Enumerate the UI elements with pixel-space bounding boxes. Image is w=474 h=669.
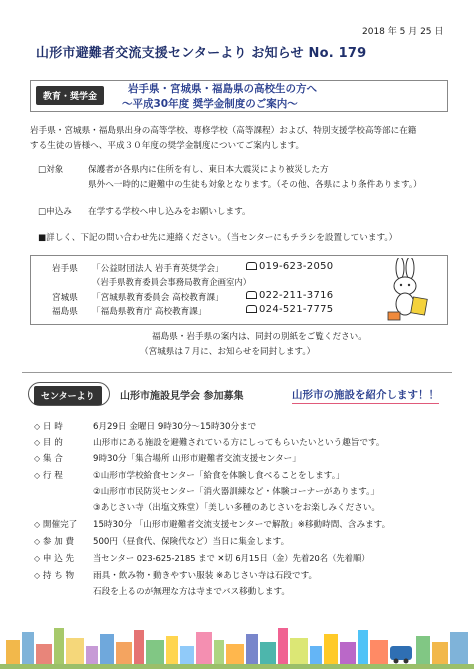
tour-row-itinerary: [34, 469, 63, 481]
newsletter-title: 山形市避難者交流支援センターより お知らせ No. 179: [36, 46, 367, 61]
diamond-bullet-icon: ◇: [34, 438, 41, 447]
diamond-bullet-icon: ◇: [34, 537, 41, 546]
scholarship-heading-line2: ～平成30年度 奨学金制度のご案内～: [122, 98, 298, 110]
scholarship-intro-line1: 岩手県・宮城県・福島県出身の高等学校、専修学校（高等課程）および、特別支援学校高等部に在籍: [30, 126, 417, 136]
tour-row-text: 15時30分 「山形市避難者交流支援センターで解散」※移動時間、含みます。: [93, 520, 391, 530]
tour-row-date: [34, 420, 63, 432]
tour-row-text: 9時30分「集合場所 山形市避難者交流支援センター」: [93, 454, 301, 464]
contact-tel-fukushima: [246, 304, 333, 315]
scholarship-intro-line2: する生徒の皆様へ、平成３０年度の奨学金制度についてご案内します。: [30, 141, 305, 151]
target-line2: 県外へ一時的に避難中の生徒も対象となります。（その他、各県により条件あります。）: [88, 180, 422, 190]
tour-row-text: 雨具・飲み物・動きやすい服装 ※あじさい寺は石段です。: [93, 571, 318, 581]
diamond-bullet-icon: ◇: [34, 554, 41, 563]
scholarship-heading-line1: 岩手県・宮城県・福島県の高校生の方へ: [128, 83, 317, 95]
tour-row-label: 集 合: [42, 454, 63, 464]
tour-row-fee: [34, 535, 74, 547]
footnote-line1: 福島県・岩手県の案内は、同封の別紙をご覧ください。: [152, 332, 367, 342]
contact-pref-miyagi: 宮城県: [52, 293, 78, 303]
tour-row-label: 申 込 先: [42, 554, 75, 564]
contact-org-iwate: 「公益財団法人 岩手育英奨学会」: [92, 264, 224, 274]
cityscape-illustration: [0, 610, 474, 669]
phone-icon: [246, 305, 257, 313]
tour-row-text: 当センター 023-625-2185 まで ✕切 6月15日（金）先着20名（先着順）: [93, 553, 370, 563]
tour-row-label: 日 時: [42, 422, 63, 432]
tour-row-label: 持 ち 物: [42, 571, 75, 581]
target-line1: 保護者が各県内に住所を有し、東日本大震災により被災した方: [88, 165, 329, 175]
tour-row-label: 行 程: [42, 471, 63, 481]
contact-tel-iwate: [246, 261, 333, 272]
tour-row-text: ①山形市学校給食センター「給食を体験し食べることをします。」: [93, 471, 345, 481]
contact-org-fukushima: 「福島県教育庁 高校教育課」: [92, 307, 207, 317]
tour-row-text: ③あじさい寺（出塩文殊堂）「美しい多種のあじさいをお楽しみください。: [93, 503, 380, 513]
tour-row-label: 参 加 費: [42, 537, 75, 547]
apply-label: □申込み: [38, 207, 72, 217]
diamond-bullet-icon: ◇: [34, 422, 41, 431]
contact-tel-iwate-number: 019-623-2050: [259, 261, 334, 272]
tour-row-purpose: [34, 436, 63, 448]
target-label: □対象: [38, 165, 64, 175]
diamond-bullet-icon: ◇: [34, 454, 41, 463]
section-divider: [22, 372, 452, 373]
phone-icon: [246, 291, 257, 299]
contact-note-iwate: （岩手県教育委員会事務局教育企画室内）: [92, 277, 252, 287]
tour-row-meeting: [34, 452, 63, 464]
issue-date: 2018 年 5 月 25 日: [362, 27, 444, 37]
tour-row-belongings: [34, 569, 74, 581]
diamond-bullet-icon: ◇: [34, 520, 41, 529]
tour-row-end: [34, 518, 77, 530]
tour-row-apply: [34, 552, 74, 564]
tour-row-text: ②山形市市民防災センター「消火器訓練など・体験コーナーがあります。」: [93, 487, 379, 497]
contact-org-miyagi: 「宮城県教育委員会 高校教育課」: [92, 293, 224, 303]
tour-row-label: 開催完了: [42, 520, 78, 530]
rabbit-mascot-illustration: [376, 258, 436, 322]
diamond-bullet-icon: ◇: [34, 471, 41, 480]
contact-tel-miyagi: [246, 290, 333, 301]
footnote-line2: （宮城県は７月に、お知らせを同封します。）: [140, 347, 316, 357]
contact-tel-miyagi-number: 022-211-3716: [259, 290, 334, 301]
tour-row-text: 石段を上るのが無理な方は寺までバス移動します。: [93, 587, 290, 597]
contact-tel-fukushima-number: 024-521-7775: [259, 304, 334, 315]
tour-tag: センターより: [34, 386, 102, 405]
contact-pref-iwate: 岩手県: [52, 264, 78, 274]
tour-row-label: 目 的: [42, 438, 63, 448]
tour-row-text: 6月29日 金曜日 9時30分～15時30分まで: [93, 422, 257, 432]
diamond-bullet-icon: ◇: [34, 571, 41, 580]
tour-title: 山形市施設見学会 参加募集: [120, 391, 244, 402]
scholarship-tag: 教育・奨学金: [36, 86, 104, 105]
apply-text: 在学する学校へ申し込みをお願いします。: [88, 207, 251, 217]
tour-row-text: 500円（昼食代、保険代など）当日に集金します。: [93, 537, 290, 547]
contact-pref-fukushima: 福島県: [52, 307, 78, 317]
tour-row-text: 山形市にある施設を避難されている方にしってもらいたいという趣旨です。: [93, 438, 385, 448]
phone-icon: [246, 262, 257, 270]
tour-intro-title: 山形市の施設を紹介します！！: [292, 387, 439, 404]
details-text: ■詳しく、下記の問い合わせ先に連絡ください。（当センターにもチラシを設置しています。）: [38, 233, 398, 243]
